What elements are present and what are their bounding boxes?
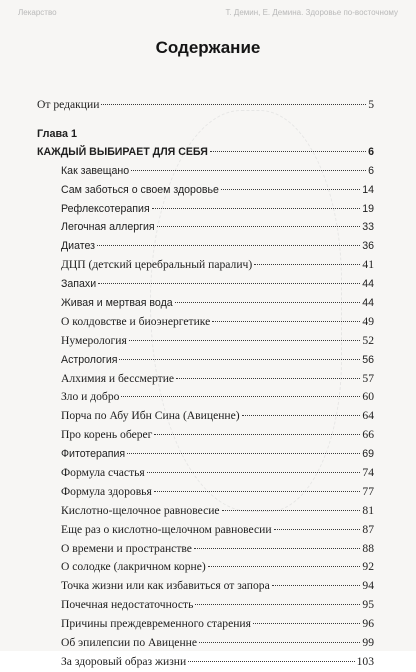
toc-entry-label: Как завещано bbox=[61, 164, 130, 177]
dot-leader bbox=[98, 283, 360, 284]
toc-entry[interactable] bbox=[37, 596, 374, 615]
dot-leader bbox=[147, 472, 361, 473]
toc-entry-page: 5 bbox=[368, 98, 374, 111]
dot-leader bbox=[212, 321, 360, 322]
toc-entry-page: 95 bbox=[362, 598, 374, 612]
toc-entry-label: Алхимия и бессмертие bbox=[61, 371, 175, 385]
dot-leader bbox=[242, 415, 361, 416]
toc-entry-page: 33 bbox=[362, 221, 374, 234]
toc-entry-label: О времени и пространстве bbox=[61, 541, 192, 555]
toc-entry-chapter-title[interactable] bbox=[37, 143, 374, 162]
toc-entry-page: 60 bbox=[362, 390, 374, 404]
toc-entry-label: От редакции bbox=[37, 98, 100, 111]
dot-leader bbox=[131, 170, 366, 171]
toc-entry-intro[interactable] bbox=[37, 96, 374, 115]
toc-entry-label: Сам заботься о своем здоровье bbox=[61, 183, 219, 196]
toc-entry-page: 49 bbox=[362, 314, 374, 328]
dot-leader bbox=[97, 245, 360, 246]
toc-entry-page: 56 bbox=[362, 353, 374, 366]
toc-entry-page: 64 bbox=[362, 409, 374, 423]
dot-leader bbox=[175, 302, 361, 303]
toc-entry-page: 99 bbox=[362, 636, 374, 650]
toc-entry-page: 77 bbox=[362, 484, 374, 498]
toc-entry-page: 6 bbox=[368, 145, 374, 158]
dot-leader bbox=[101, 104, 366, 105]
toc-entry-page: 81 bbox=[362, 503, 374, 517]
toc-entry[interactable] bbox=[37, 218, 374, 237]
toc-entry-page: 44 bbox=[362, 278, 374, 291]
toc-entry[interactable] bbox=[37, 445, 374, 464]
toc-entry[interactable] bbox=[37, 370, 374, 389]
toc-entry-page: 57 bbox=[362, 371, 374, 385]
toc-entry-page: 36 bbox=[362, 240, 374, 253]
toc-entry-page: 6 bbox=[368, 164, 374, 177]
toc-entry-page: 44 bbox=[362, 297, 374, 310]
toc-entry[interactable] bbox=[37, 407, 374, 426]
toc-entry-page: 87 bbox=[362, 522, 374, 536]
dot-leader bbox=[210, 151, 366, 152]
toc-entry-label: ДЦП (детский церебральный паралич) bbox=[61, 258, 253, 272]
toc-entry[interactable] bbox=[37, 464, 374, 483]
toc-entry-label: Об эпилепсии по Авиценне bbox=[61, 636, 198, 650]
dot-leader bbox=[208, 566, 361, 567]
dot-leader bbox=[119, 359, 360, 360]
dot-leader bbox=[194, 548, 360, 549]
toc-entry[interactable] bbox=[37, 351, 374, 370]
toc-entry[interactable] bbox=[37, 634, 374, 653]
dot-leader bbox=[157, 226, 361, 227]
toc-entry-page: 66 bbox=[362, 428, 374, 442]
toc-entry-page: 96 bbox=[362, 617, 374, 631]
toc-entry-label: Почечная недостаточность bbox=[61, 598, 194, 612]
toc-entry[interactable] bbox=[37, 200, 374, 219]
toc-entry-label: Легочная аллергия bbox=[61, 221, 155, 234]
running-head-right: Т. Демин, Е. Демина. Здоровье по-восточному bbox=[225, 8, 398, 17]
dot-leader bbox=[154, 434, 360, 435]
toc-entry[interactable] bbox=[37, 181, 374, 200]
table-of-contents bbox=[37, 96, 374, 672]
toc-entry-label: За здоровый образ жизни bbox=[61, 654, 187, 668]
chapter-label: Глава 1 bbox=[37, 127, 77, 140]
toc-entry-page: 14 bbox=[362, 183, 374, 196]
toc-entry-page: 41 bbox=[362, 258, 374, 272]
dot-leader bbox=[253, 623, 360, 624]
toc-entry-label: Точка жизни или как избавиться от запора bbox=[61, 579, 270, 593]
toc-entry-page: 69 bbox=[362, 448, 374, 461]
dot-leader bbox=[272, 585, 361, 586]
toc-entry-label: Порча по Абу Ибн Сина (Авиценне) bbox=[61, 409, 240, 423]
dot-leader bbox=[152, 208, 361, 209]
toc-entry[interactable] bbox=[37, 332, 374, 351]
toc-entry[interactable] bbox=[37, 237, 374, 256]
toc-entry[interactable] bbox=[37, 388, 374, 407]
toc-entry-label: Зло и добро bbox=[61, 390, 120, 404]
toc-entry-label: О колдовстве и биоэнергетике bbox=[61, 314, 211, 328]
toc-entry-page: 88 bbox=[362, 541, 374, 555]
toc-entry-label: Диатез bbox=[61, 240, 95, 253]
dot-leader bbox=[199, 642, 360, 643]
toc-entry-label: Нумерология bbox=[61, 333, 127, 347]
toc-entry-label: Запахи bbox=[61, 278, 97, 291]
dot-leader bbox=[274, 529, 361, 530]
toc-entry-label: Причины преждевременного старения bbox=[61, 617, 251, 631]
toc-entry[interactable] bbox=[37, 256, 374, 275]
toc-entry[interactable] bbox=[37, 502, 374, 521]
dot-leader bbox=[222, 510, 361, 511]
toc-entry-label: Рефлексотерапия bbox=[61, 202, 150, 215]
toc-entry[interactable] bbox=[37, 615, 374, 634]
toc-items bbox=[37, 162, 374, 672]
toc-entry-label: Живая и мертвая вода bbox=[61, 297, 173, 310]
toc-entry-label: Формула счастья bbox=[61, 466, 145, 480]
running-head-left: Лекарство bbox=[18, 8, 57, 17]
dot-leader bbox=[121, 396, 360, 397]
dot-leader bbox=[176, 378, 360, 379]
dot-leader bbox=[127, 453, 360, 454]
toc-entry-label: КАЖДЫЙ ВЫБИРАЕТ ДЛЯ СЕБЯ bbox=[37, 145, 208, 158]
toc-entry-page: 52 bbox=[362, 333, 374, 347]
toc-entry[interactable] bbox=[37, 653, 374, 672]
toc-entry-page: 103 bbox=[356, 654, 374, 668]
dot-leader bbox=[188, 661, 354, 662]
toc-entry-label: Фитотерапия bbox=[61, 448, 126, 461]
toc-entry-label: Кислотно-щелочное равновесие bbox=[61, 503, 220, 517]
toc-entry-label: Еще раз о кислотно-щелочном равновесии bbox=[61, 522, 272, 536]
toc-entry-page: 19 bbox=[362, 202, 374, 215]
toc-entry-page: 94 bbox=[362, 579, 374, 593]
toc-entry-page: 74 bbox=[362, 466, 374, 480]
toc-entry[interactable] bbox=[37, 294, 374, 313]
toc-entry-label: О солодке (лакричном корне) bbox=[61, 560, 206, 574]
toc-entry[interactable] bbox=[37, 521, 374, 540]
toc-entry[interactable] bbox=[37, 540, 374, 559]
dot-leader bbox=[195, 604, 360, 605]
toc-entry[interactable] bbox=[37, 313, 374, 332]
dot-leader bbox=[221, 189, 360, 190]
dot-leader bbox=[254, 264, 360, 265]
toc-entry[interactable] bbox=[37, 558, 374, 577]
dot-leader bbox=[154, 491, 361, 492]
toc-entry-label: Формула здоровья bbox=[61, 484, 152, 498]
toc-entry[interactable] bbox=[37, 577, 374, 596]
toc-entry-label: Про корень оберег bbox=[61, 428, 153, 442]
toc-entry[interactable] bbox=[37, 162, 374, 181]
dot-leader bbox=[129, 340, 361, 341]
page-title: Содержание bbox=[155, 38, 261, 57]
running-head bbox=[18, 8, 398, 17]
toc-entry[interactable] bbox=[37, 275, 374, 294]
toc-entry[interactable] bbox=[37, 483, 374, 502]
toc-entry[interactable] bbox=[37, 426, 374, 445]
toc-entry-label: Астрология bbox=[61, 353, 118, 366]
toc-entry-page: 92 bbox=[362, 560, 374, 574]
